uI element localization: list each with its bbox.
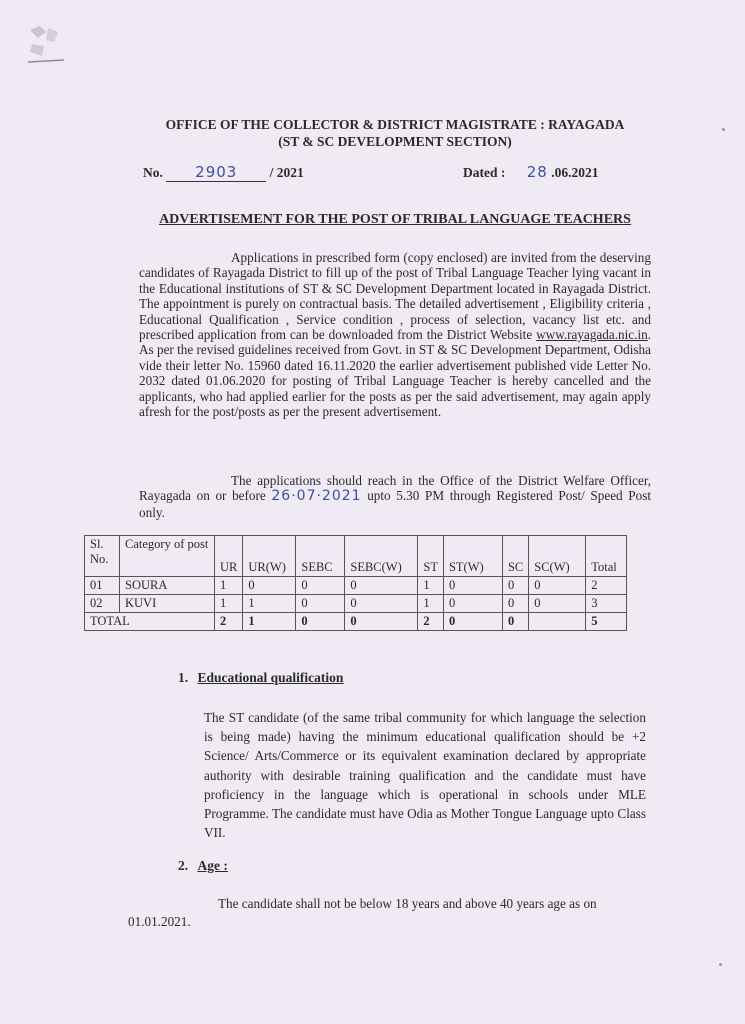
header-cell: ST [418,536,444,577]
header-cell: SEBC [296,536,345,577]
table-cell: 0 [529,577,586,595]
table-cell: 0 [345,595,418,613]
table-cell: 1 [215,595,243,613]
table-cell: 2 [586,577,627,595]
table-cell: 0 [345,577,418,595]
section-number: 1. [178,670,189,685]
reference-date [463,163,598,181]
deadline-text-2: upto 5.30 PM through Registered Post/ Speed Post only. [139,488,651,520]
table-cell: 0 [443,577,502,595]
table-cell: 0 [529,595,586,613]
table-cell: 0 [296,577,345,595]
table-total-row [85,613,627,631]
header-cell: UR(W) [243,536,296,577]
table-row [85,595,627,613]
total-cell: 0 [502,613,528,631]
district-website-link[interactable]: www.rayagada.nic.in [536,327,648,343]
table-cell: 0 [502,577,528,595]
total-cell: 1 [243,613,296,631]
no-year: / 2021 [269,165,304,180]
table-cell: 1 [243,595,296,613]
no-label: No. [143,165,163,180]
section-number: 2. [178,858,189,873]
table-cell: 0 [502,595,528,613]
header-cell: Sl. No. [85,536,120,577]
total-cell: 5 [586,613,627,631]
total-label-cell: TOTAL [85,613,215,631]
deadline-text-1: The applications should reach in the Office of the District Welfare Officer, Rayagada on or before [139,473,651,504]
header-cell: Category of post [120,536,215,577]
table-cell: SOURA [120,577,215,595]
education-section-body: The ST candidate (of the same tribal community for which language the selection is being made) having the minimum educational qualification should be +2 Science/ Arts/Commerce or its equivalent examination declared by appropriate authority with desirable training qualification and the candidate must have proficiency in the language which is operational in schools under MLE Programme. The candidate must have Odia as Mother Tongue Language upto Class VII. [204,710,646,841]
table-cell: 0 [243,577,296,595]
total-cell: 2 [418,613,444,631]
age-body-line2: 01.01.2021. [128,914,191,929]
dated-month-year: .06.2021 [551,165,599,180]
handwritten-deadline: 26·07·2021 [271,488,362,505]
table-cell: 3 [586,595,627,613]
vacancy-table [84,535,627,631]
table-cell: 1 [215,577,243,595]
corner-stamp-mark [24,22,68,68]
advertisement-title: ADVERTISEMENT FOR THE POST OF TRIBAL LANGUAGE TEACHERS [159,212,631,227]
section-title: Educational qualification [197,670,344,685]
section-heading: (ST & SC DEVELOPMENT SECTION) [278,134,512,149]
total-cell: 0 [296,613,345,631]
total-cell: 0 [443,613,502,631]
scan-speck [722,128,725,131]
table-cell: 01 [85,577,120,595]
total-cell: 2 [215,613,243,631]
education-section-heading [178,670,343,686]
table-row [85,577,627,595]
header-cell: SC(W) [529,536,586,577]
dated-label: Dated : [463,165,506,180]
table-cell: 1 [418,595,444,613]
table-cell: 0 [443,595,502,613]
age-body-line1: The candidate shall not be below 18 years and above 40 years age as on [218,896,597,911]
table-cell: 0 [296,595,345,613]
deadline-paragraph [139,473,651,520]
header-cell: Total [586,536,627,577]
scan-speck [719,963,722,966]
total-cell [529,613,586,631]
age-section-heading [178,858,228,874]
table-cell: KUVI [120,595,215,613]
header-cell: ST(W) [443,536,502,577]
handwritten-number: 2903 [195,163,238,181]
intro-text-1: Applications in prescribed form (copy enclosed) are invited from the deserving candidates of Rayagada District to fill up of the post of Tribal Language Teacher lying vacant in the Educational institutions of ST & SC Development Department located in Rayagada District. The appointment is purely on contractual basis. The detailed advertisement , Eligibility criteria , Educational Qualification , Service condition , process of selection, vacancy list etc. and prescribed application from can be downloaded from the District Website [139,250,651,343]
handwritten-day: 28 [526,163,548,181]
table-header-row [85,536,627,577]
section-title: Age : [197,858,228,873]
office-heading: OFFICE OF THE COLLECTOR & DISTRICT MAGISTRATE : RAYAGADA [165,117,625,132]
total-cell: 0 [345,613,418,631]
reference-number [143,163,304,182]
intro-paragraph [139,250,651,419]
header-cell: SC [502,536,528,577]
table-cell: 1 [418,577,444,595]
intro-text-2: . As per the revised guidelines received from Govt. in ST & SC Development Department, Odisha vide their letter No. 15960 dated 16.11.2020 the earlier advertisement published vide Letter No. 2032 dated 01.06.2020 for posting of Tribal Language Teacher is hereby cancelled and the applicants, who had applied earlier for the posts as per the said advertisement, may again apply afresh for the post/posts as per the present advertisement. [139,327,651,420]
header-cell: UR [215,536,243,577]
header-cell: SEBC(W) [345,536,418,577]
table-cell: 02 [85,595,120,613]
